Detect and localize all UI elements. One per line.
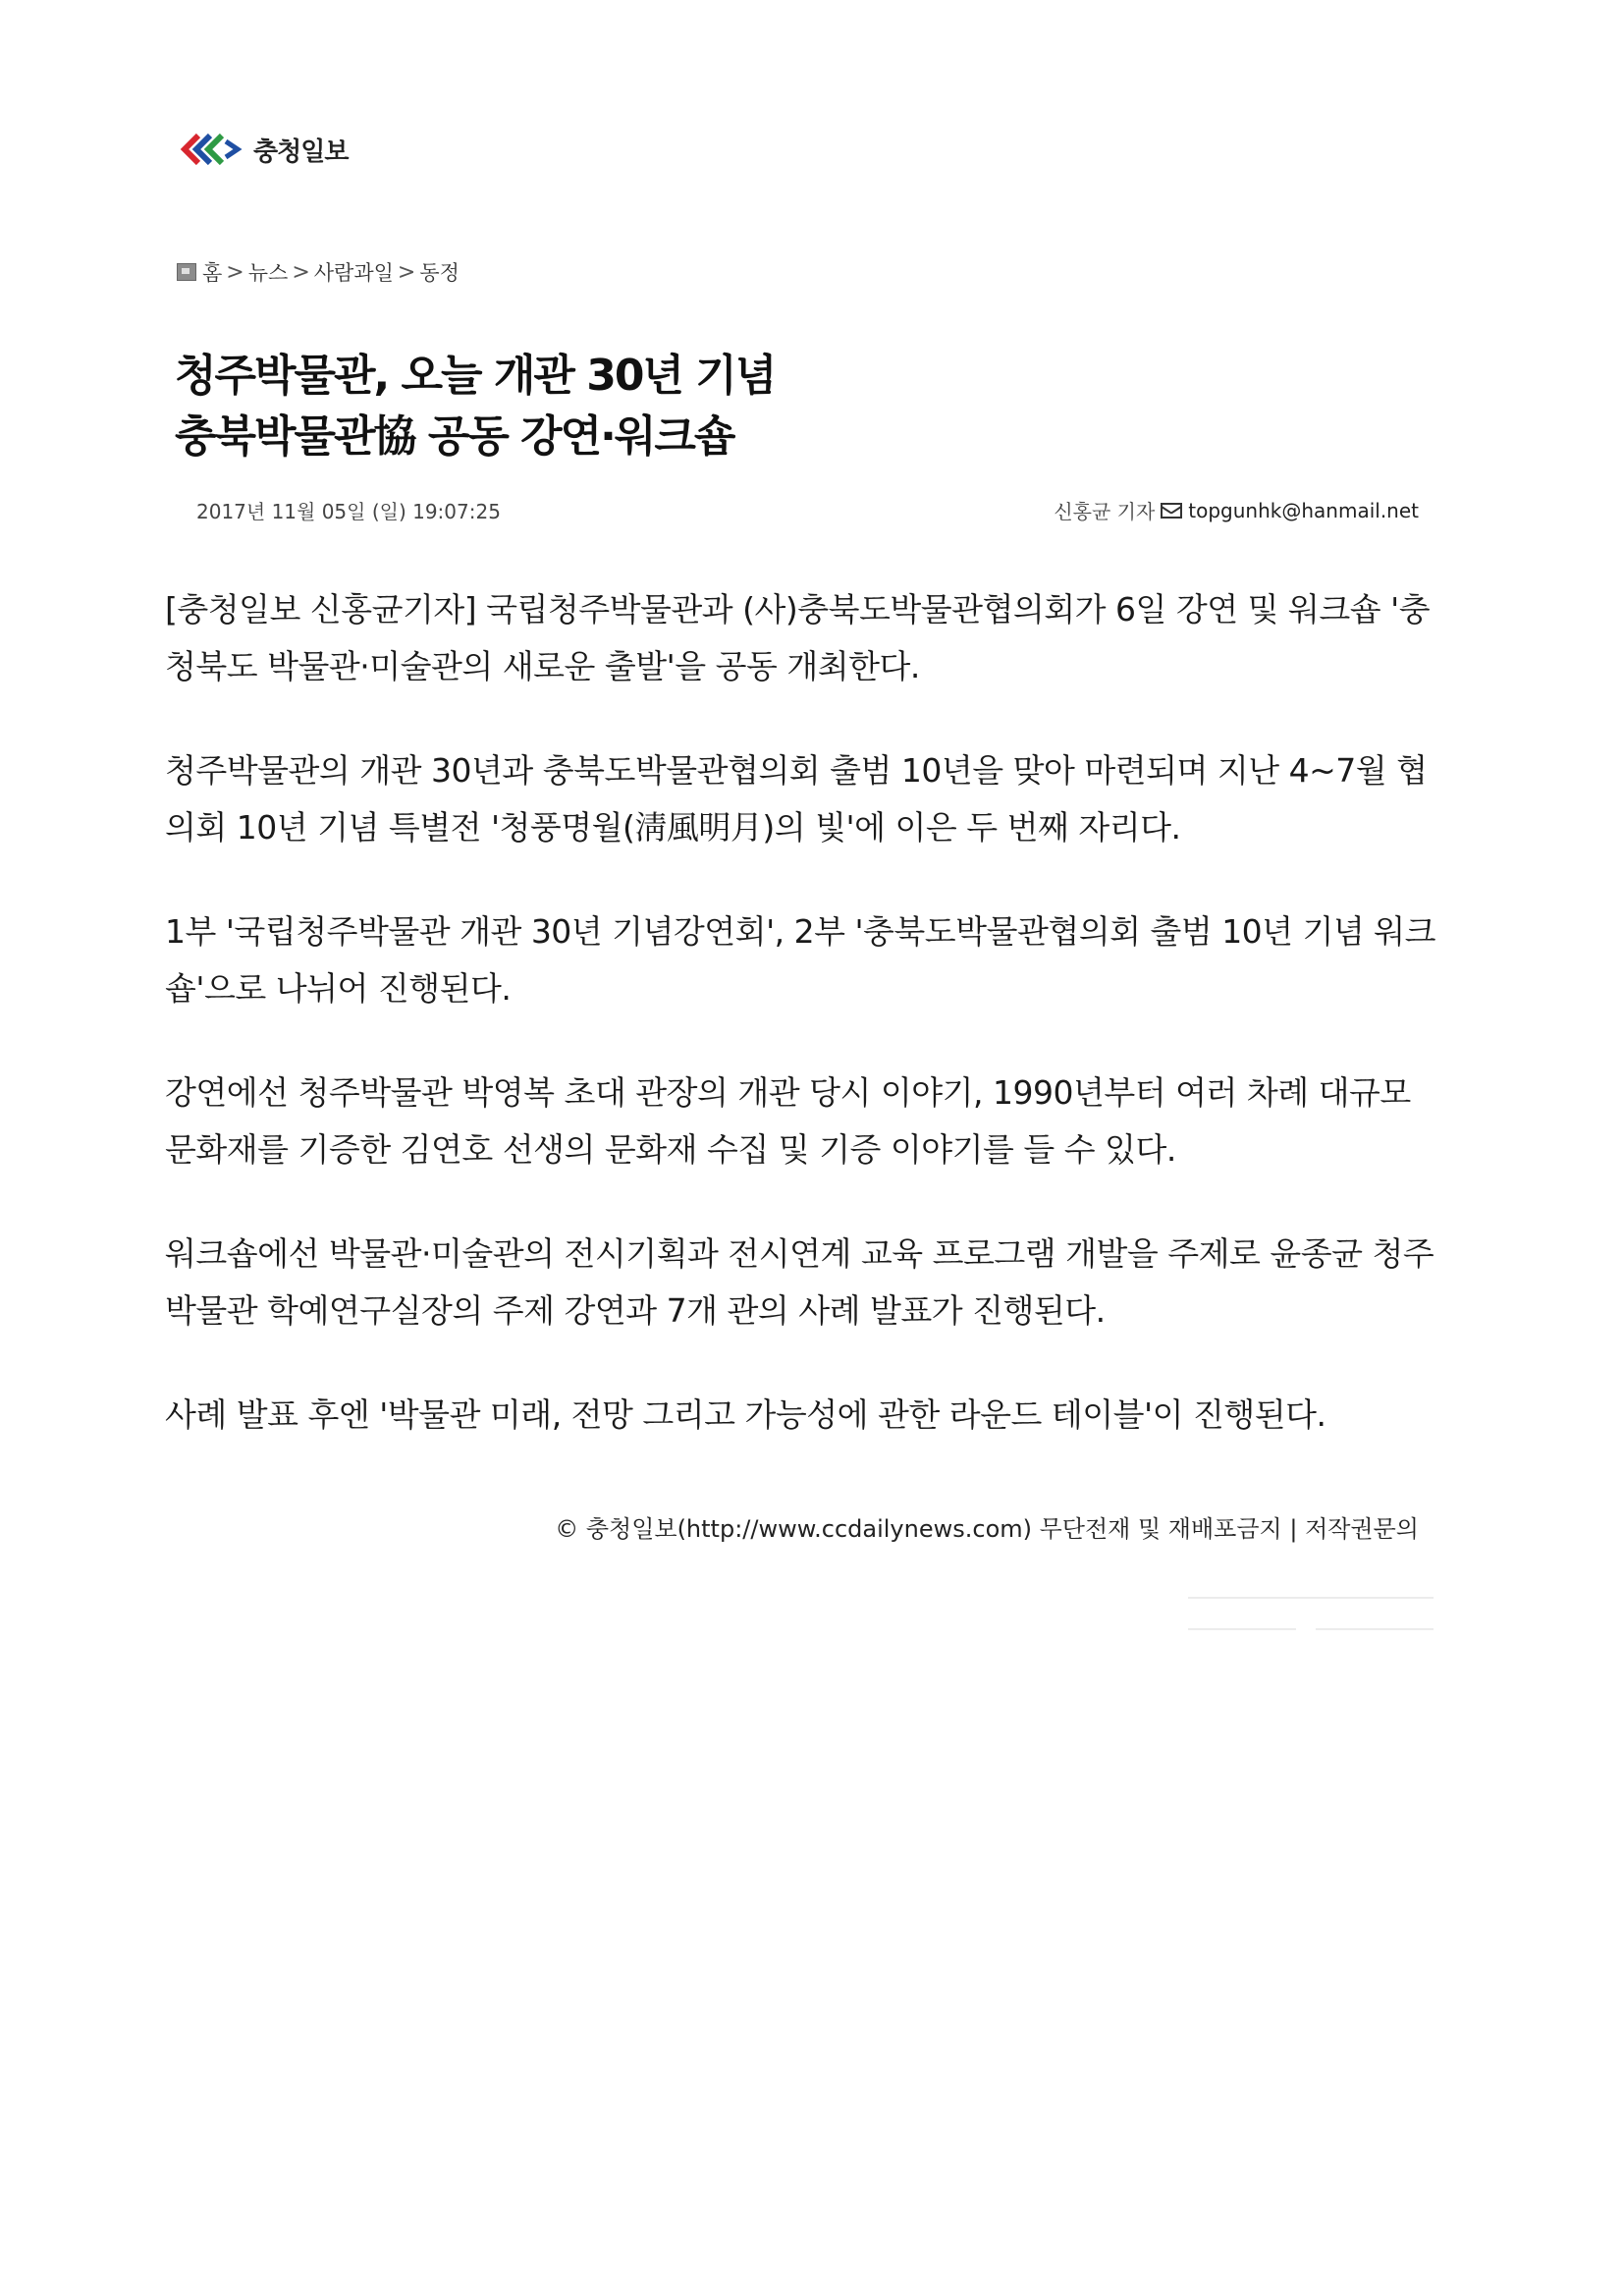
article-paragraph: 1부 '국립청주박물관 개관 30년 기념강연회', 2부 '충북도박물관협의회 출범 10년 기념 워크숍'으로 나뉘어 진행된다. [165,912,1436,1008]
divider [1188,1589,1434,1632]
article-paragraph: [충청일보 신홍균기자] 국립청주박물관과 (사)충북도박물관협의회가 6일 강연 및 워크숍 '충청북도 박물관·미술관의 새로운 출발'을 공동 개최한다. [165,590,1431,685]
breadcrumb-home[interactable]: 홈 [202,261,223,285]
breadcrumb-people[interactable]: 사람과일 [313,261,394,285]
reporter-email-link[interactable]: topgunhk@hanmail.net [1188,498,1419,522]
copyright-notice: © 충청일보(http://www.ccdailynews.com) 무단전재 및 재배포금지 | 저작권문의 [555,1515,1419,1543]
article-datetime: 2017년 11월 05일 (일) 19:07:25 [196,500,501,523]
byline [1054,496,1419,524]
article-paragraph: 워크숍에선 박물관·미술관의 전시기획과 전시연계 교육 프로그램 개발을 주제로 윤종균 청주박물관 학예연구실장의 주제 강연과 7개 관의 사례 발표가 진행된다. [165,1234,1434,1330]
logo-text: 충청일보 [253,137,349,167]
article-paragraph: 청주박물관의 개관 30년과 충북도박물관협의회 출범 10년을 맞아 마련되며 지난 4~7월 협의회 10년 기념 특별전 '청풍명월(淸風明月)의 빛'에 이은 두 번째 자리다. [165,751,1428,847]
article-paragraph: 사례 발표 후엔 '박물관 미래, 전망 그리고 가능성에 관한 라운드 테이블'이 진행된다. [165,1395,1326,1434]
breadcrumb [177,257,460,287]
home-icon[interactable] [177,263,196,281]
article-meta [196,496,1419,524]
article-headline [175,346,1058,467]
article-paragraph: 강연에선 청주박물관 박영복 초대 관장의 개관 당시 이야기, 1990년부터 여러 차례 대규모 문화재를 기증한 김연호 선생의 문화재 수집 및 기증 이야기를 들 수 있다. [165,1073,1411,1169]
breadcrumb-separator-icon: > [397,259,416,285]
breadcrumb-updates[interactable]: 동정 [419,261,460,285]
site-logo[interactable] [177,130,348,169]
breadcrumb-separator-icon: > [292,259,310,285]
logo-mark-icon [177,130,245,169]
reporter-name: 신홍균 기자 [1054,500,1156,523]
article-body [165,581,1441,1491]
breadcrumb-news[interactable]: 뉴스 [247,261,289,285]
mail-icon[interactable] [1161,503,1182,519]
headline-line-1: 청주박물관, 오늘 개관 30년 기념 [175,351,776,401]
headline-line-2: 충북박물관協 공동 강연·워크숍 [175,411,734,462]
breadcrumb-separator-icon: > [226,259,244,285]
